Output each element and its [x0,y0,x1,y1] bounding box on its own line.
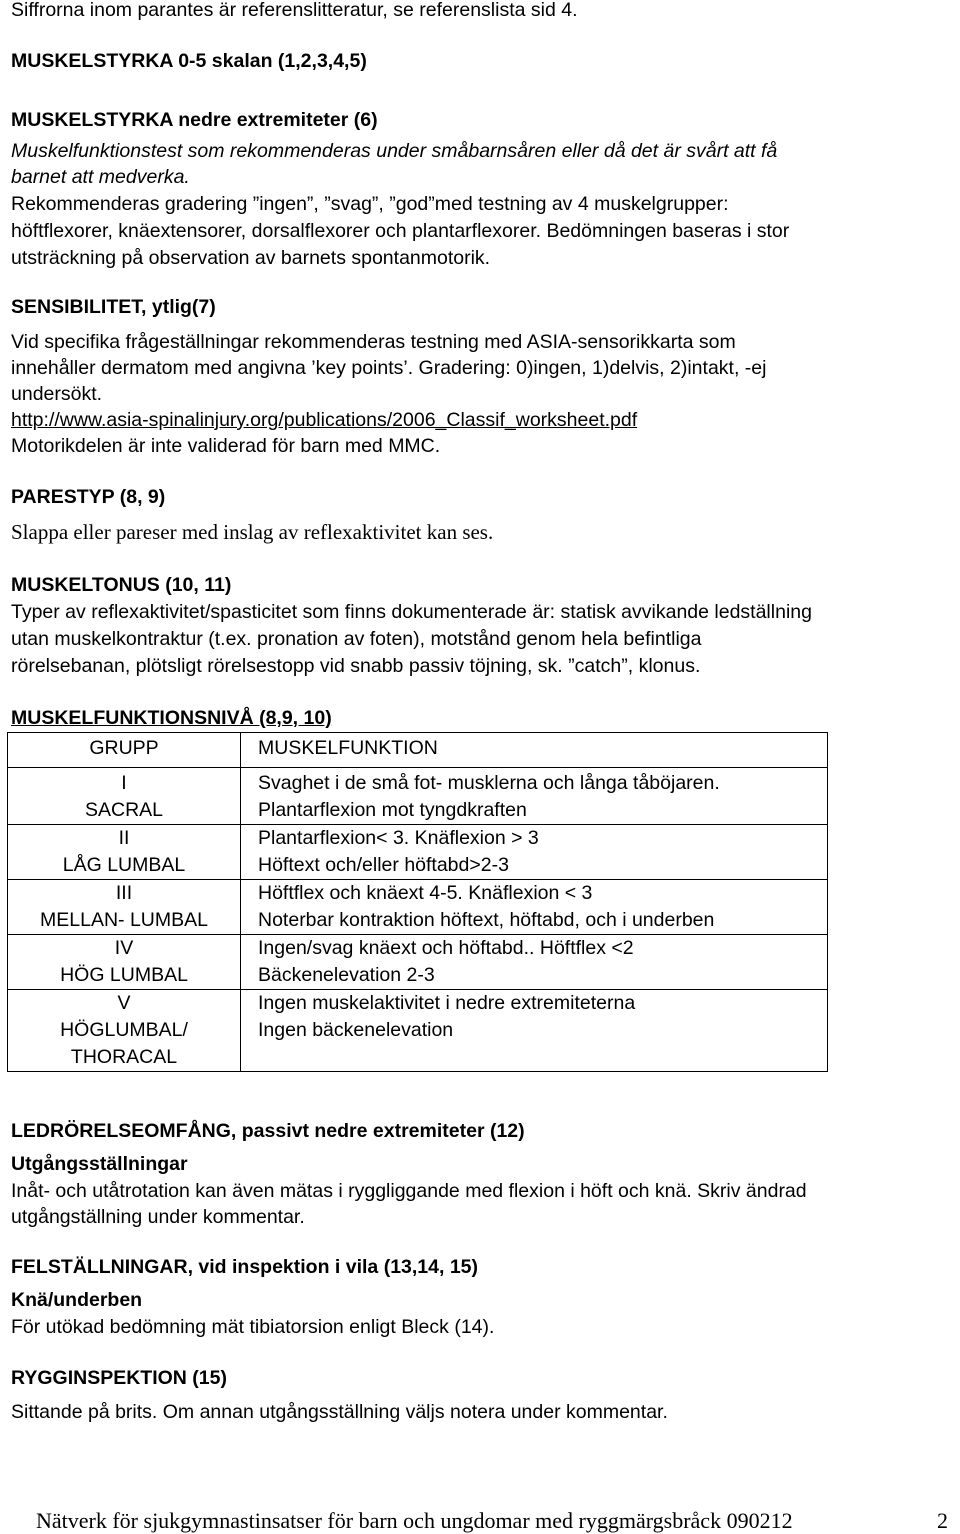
table-row [8,935,828,990]
heading-felstallningar: FELSTÄLLNINGAR, vid inspektion i vila (13,14, 15) [11,1256,479,1278]
muskelstyrka-line5: utsträckning på observation av barnets spontanmotorik. [11,247,491,269]
footer-text: Nätverk för sjukgymnastinsatser för barn och ungdomar med ryggmärgsbråck 090212 [36,1508,793,1533]
table-cell-group: III MELLAN- LUMBAL [8,880,241,935]
muskelfunktion-table [7,732,828,1072]
asia-worksheet-link[interactable]: http://www.asia-spinalinjury.org/publications/2006_Classif_worksheet.pdf [11,409,638,431]
sensibilitet-line1: Vid specifika frågeställningar rekommenderas testning med ASIA-sensorikkarta som [11,331,736,353]
table-cell-function: Höftflex och knäext 4-5. Knäflexion < 3 Noterbar kontraktion höftext, höftabd, och i underben [241,880,828,935]
ledrorelse-line1: Inåt- och utåtrotation kan även mätas i ryggliggande med flexion i höft och knä. Skriv ändrad [11,1180,807,1202]
table-row [8,990,828,1072]
table-row [8,825,828,880]
table-cell-group: V HÖGLUMBAL/ THORACAL [8,990,241,1072]
table-header-row [8,733,828,768]
muskeltonus-line2: utan muskelkontraktur (t.ex. pronation av foten), motstånd genom hela befintliga [11,628,702,650]
heading-sensibilitet: SENSIBILITET, ytlig(7) [11,296,216,318]
heading-muskelstyrka-lower: MUSKELSTYRKA nedre extremiteter (6) [11,109,378,131]
table-cell-group: II LÅG LUMBAL [8,825,241,880]
table-cell-function: Plantarflexion< 3. Knäflexion > 3 Höftext och/eller höftabd>2-3 [241,825,828,880]
rygginspektion-line1: Sittande på brits. Om annan utgångsställning väljs notera under kommentar. [11,1401,668,1423]
table-cell-group: I SACRAL [8,768,241,825]
muskelstyrka-italic-line1: Muskelfunktionstest som rekommenderas under småbarnsåren eller då det är svårt att få [11,140,778,162]
ledrorelse-line2: utgångställning under kommentar. [11,1206,305,1228]
felstallningar-subheading: Knä/underben [11,1289,143,1311]
sensibilitet-line4: Motorikdelen är inte validerad för barn med MMC. [11,435,441,457]
heading-muskelfunktionsniva: MUSKELFUNKTIONSNIVÅ (8,9, 10) [11,707,332,729]
table-row [8,880,828,935]
muskeltonus-line1: Typer av reflexaktivitet/spasticitet som finns dokumenterade är: statisk avvikande ledställning [11,601,812,623]
heading-rygginspektion: RYGGINSPEKTION (15) [11,1367,227,1389]
table-cell-group: IV HÖG LUMBAL [8,935,241,990]
table-header-muskelfunktion: MUSKELFUNKTION [241,733,828,768]
table-row [8,768,828,825]
heading-parestyp: PARESTYP (8, 9) [11,486,166,508]
intro-note: Siffrorna inom parantes är referenslitteratur, se referenslista sid 4. [11,0,578,21]
muskelstyrka-line3: Rekommenderas gradering ”ingen”, ”svag”, ”god”med testning av 4 muskelgrupper: [11,193,729,215]
sensibilitet-line3: undersökt. [11,383,103,405]
table-header-grupp: GRUPP [8,733,241,768]
heading-muskelstyrka-scale: MUSKELSTYRKA 0-5 skalan (1,2,3,4,5) [11,50,367,72]
ledrorelse-subheading: Utgångsställningar [11,1153,188,1175]
muskelstyrka-italic-line2: barnet att medverka. [11,166,190,188]
parestyp-line1: Slappa eller pareser med inslag av reflexaktivitet kan ses. [11,520,494,544]
table-cell-function: Svaghet i de små fot- musklerna och långa tåböjaren. Plantarflexion mot tyngdkraften [241,768,828,825]
page-number: 2 [937,1508,948,1533]
table-cell-function: Ingen muskelaktivitet i nedre extremiteterna Ingen bäckenelevation [241,990,828,1072]
felstallningar-line1: För utökad bedömning mät tibiatorsion enligt Bleck (14). [11,1316,495,1338]
muskelstyrka-line4: höftflexorer, knäextensorer, dorsalflexorer och plantarflexorer. Bedömningen baseras i stor [11,220,790,242]
muskeltonus-line3: rörelsebanan, plötsligt rörelsestopp vid snabb passiv töjning, sk. ”catch”, klonus. [11,655,701,677]
table-cell-function: Ingen/svag knäext och höftabd.. Höftflex <2 Bäckenelevation 2-3 [241,935,828,990]
sensibilitet-line2: innehåller dermatom med angivna ’key points’. Gradering: 0)ingen, 1)delvis, 2)intakt, -ej [11,357,767,379]
heading-ledrorelse: LEDRÖRELSEOMFÅNG, passivt nedre extremiteter (12) [11,1120,525,1142]
heading-muskeltonus: MUSKELTONUS (10, 11) [11,574,232,596]
